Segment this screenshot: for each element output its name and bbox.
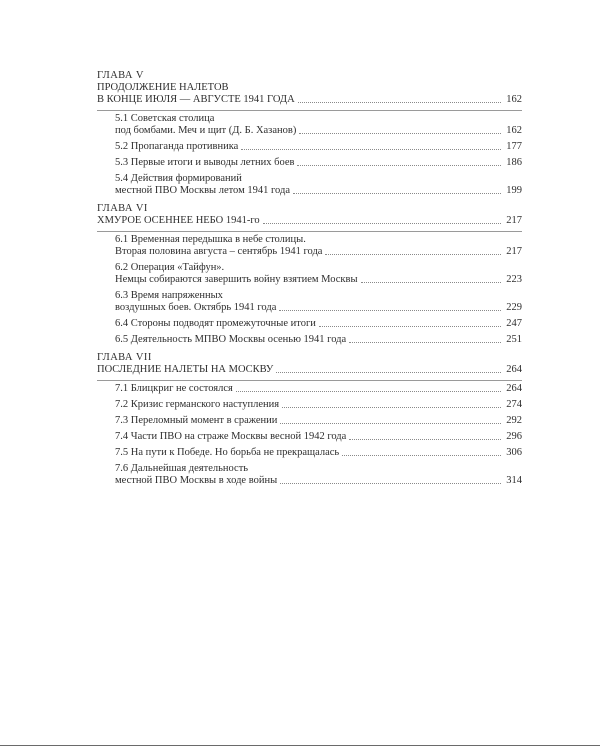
chapter-block: [97, 70, 522, 197]
page-number: 229: [506, 302, 522, 313]
section-title-text: местной ПВО Москвы в ходе войны: [115, 475, 278, 486]
section-entry: [97, 157, 522, 169]
section-title-text: местной ПВО Москвы летом 1941 года: [115, 185, 290, 196]
toc-leader-line: [115, 157, 522, 169]
chapter-block: [97, 352, 522, 487]
section-title-text: 6.3 Время напряженных: [115, 290, 223, 301]
page-number: 162: [506, 125, 522, 136]
page-number: 223: [506, 274, 522, 285]
section-title-text: 6.1 Временная передышка в небе столицы.: [115, 234, 306, 245]
page-number: 177: [506, 141, 522, 152]
page-number: 306: [506, 447, 522, 458]
chapter-rule: [97, 110, 522, 111]
chapter-title: [97, 82, 522, 106]
section-title-text: 5.3 Первые итоги и выводы летних боев: [115, 157, 295, 168]
toc-leader-line: [115, 274, 522, 286]
toc-leader-line: [115, 447, 522, 459]
dot-leader: [276, 372, 501, 373]
section-entry: [97, 463, 522, 487]
section-entry: [97, 383, 522, 395]
page-number: 296: [506, 431, 522, 442]
dot-leader: [349, 342, 501, 343]
chapter-label: ГЛАВА VII: [97, 352, 152, 363]
page-number: 186: [506, 157, 522, 168]
toc-leader-line: [115, 399, 522, 411]
page-number: 264: [506, 364, 522, 375]
page-number: 217: [506, 215, 522, 226]
dot-leader: [279, 310, 501, 311]
section-title-text: воздушных боев. Октябрь 1941 года: [115, 302, 277, 313]
dot-leader: [349, 439, 501, 440]
section-entry: [97, 262, 522, 286]
page-number: 199: [506, 185, 522, 196]
chapter-rule: [97, 231, 522, 232]
section-entry: [97, 113, 522, 137]
toc-leader-line: [115, 185, 522, 197]
section-entry: [97, 415, 522, 427]
page-number: 162: [506, 94, 522, 105]
dot-leader: [241, 149, 501, 150]
chapter-title: [97, 215, 522, 227]
toc-leader-line: [115, 318, 522, 330]
section-entry: [97, 431, 522, 443]
toc-leader-line: [115, 475, 522, 487]
dot-leader: [293, 193, 501, 194]
page-number: 274: [506, 399, 522, 410]
dot-leader: [280, 423, 501, 424]
toc-leader-line: [115, 431, 522, 443]
section-title-text: 6.2 Операция «Тайфун».: [115, 262, 225, 273]
section-title-text: 7.1 Блицкриг не состоялся: [115, 383, 233, 394]
page-number: 292: [506, 415, 522, 426]
section-title-text: 7.3 Переломный момент в сражении: [115, 415, 278, 426]
toc-leader-line: [115, 141, 522, 153]
dot-leader: [342, 455, 501, 456]
section-entry: [97, 141, 522, 153]
section-entry: [97, 290, 522, 314]
toc-leader-line: [115, 415, 522, 427]
dot-leader: [299, 133, 501, 134]
section-entry: [97, 334, 522, 346]
chapter-title: [97, 364, 522, 376]
dot-leader: [361, 282, 501, 283]
dot-leader: [263, 223, 501, 224]
toc-leader-line: [97, 94, 522, 106]
toc-leader-line: [97, 364, 522, 376]
dot-leader: [236, 391, 501, 392]
chapter-title-text: В КОНЦЕ ИЮЛЯ — АВГУСТЕ 1941 ГОДА: [97, 94, 295, 105]
page-number: 314: [506, 475, 522, 486]
section-entry: [97, 447, 522, 459]
section-title-text: 7.2 Кризис германского наступления: [115, 399, 280, 410]
dot-leader: [298, 102, 501, 103]
section-entry: [97, 234, 522, 258]
section-title-text: под бомбами. Меч и щит (Д. Б. Хазанов): [115, 125, 297, 136]
dot-leader: [297, 165, 501, 166]
chapter-title-text: ХМУРОЕ ОСЕННЕЕ НЕБО 1941-го: [97, 215, 260, 226]
dot-leader: [280, 483, 501, 484]
toc-leader-line: [115, 246, 522, 258]
page-number: 264: [506, 383, 522, 394]
section-title-text: 6.5 Деятельность МПВО Москвы осенью 1941 года: [115, 334, 347, 345]
section-entry: [97, 173, 522, 197]
page-number: 217: [506, 246, 522, 257]
section-title-text: Вторая половина августа – сентябрь 1941 года: [115, 246, 323, 257]
section-title-text: 5.1 Советская столица: [115, 113, 215, 124]
section-entry: [97, 399, 522, 411]
dot-leader: [282, 407, 501, 408]
page-number: 251: [506, 334, 522, 345]
toc-leader-line: [115, 302, 522, 314]
section-entry: [97, 318, 522, 330]
chapter-title-text: ПРОДОЛЖЕНИЕ НАЛЕТОВ: [97, 82, 229, 93]
section-title-text: 5.2 Пропаганда противника: [115, 141, 239, 152]
section-title-text: 7.4 Части ПВО на страже Москвы весной 1942 года: [115, 431, 347, 442]
section-title-text: 5.4 Действия формирований: [115, 173, 242, 184]
page-bottom-rule: [0, 745, 600, 746]
section-title-text: Немцы собираются завершить войну взятием Москвы: [115, 274, 358, 285]
dot-leader: [325, 254, 501, 255]
dot-leader: [319, 326, 501, 327]
page-number: 247: [506, 318, 522, 329]
chapter-block: [97, 203, 522, 346]
chapter-title-text: ПОСЛЕДНИЕ НАЛЕТЫ НА МОСКВУ: [97, 364, 274, 375]
section-title-text: 7.5 На пути к Победе. Но борьба не прекращалась: [115, 447, 340, 458]
table-of-contents: [97, 70, 522, 493]
section-title-text: 7.6 Дальнейшая деятельность: [115, 463, 249, 474]
section-title-text: 6.4 Стороны подводят промежуточные итоги: [115, 318, 316, 329]
toc-leader-line: [97, 215, 522, 227]
toc-leader-line: [115, 383, 522, 395]
toc-leader-line: [115, 125, 522, 137]
chapter-label: ГЛАВА V: [97, 70, 144, 81]
toc-leader-line: [115, 334, 522, 346]
chapter-label: ГЛАВА VI: [97, 203, 148, 214]
chapter-rule: [97, 380, 522, 381]
